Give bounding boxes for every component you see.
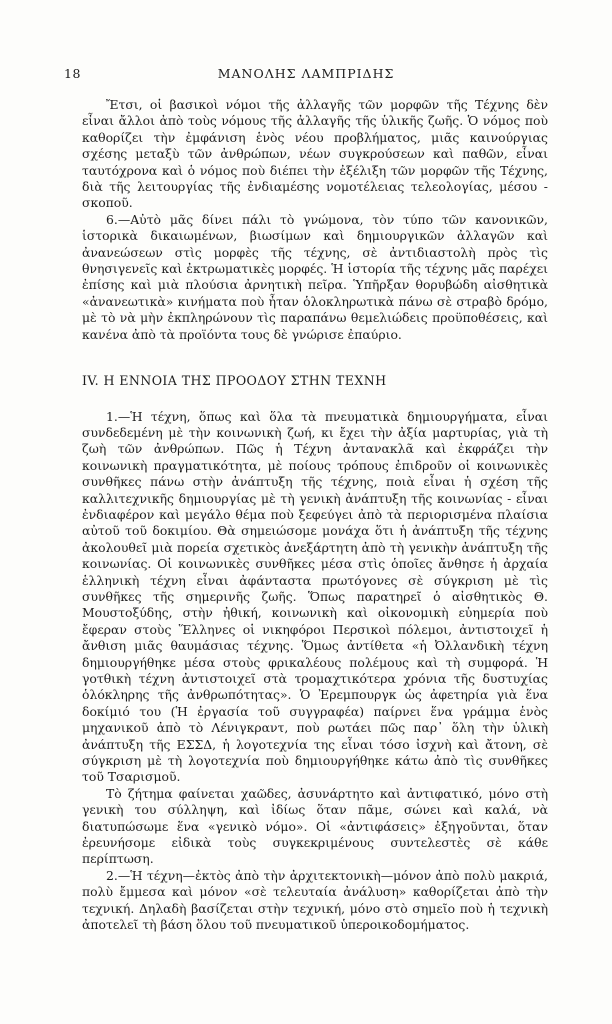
body-text (82, 97, 548, 934)
paragraph-3: 1.—Ἡ τέχνη, ὅπως καὶ ὅλα τὰ πνευματικὰ δημιουργήματα, εἶναι συνδεδεμένη μὲ τὴν κοινωνικὴ ζωή, κι ἔχει τὴν ἀξία μαρτυρίας, γιὰ τὴ ζωὴ τῶν ἀνθρώπων. Πῶς ἡ Τέχνη ἀντανακλᾶ καὶ ἐκφράζει τὴν κοινωνικὴ πραγματικότητα, μὲ ποίους τρόπους ἐπιδροῦν οἱ κοινωνικὲς συνθῆκες πάνω στὴν ἀνάπτυξη τῆς τέχνης, ποιὰ εἶναι ἡ σχέση τῆς καλλιτεχνικῆς δημιουργίας μὲ τὴ γενικὴ ἀνάπτυξη τῆς κοινωνίας - εἶναι ἐνδιαφέρον καὶ μεγάλο θέμα ποὺ ξεφεύγει ἀπὸ τὰ περιορισμένα πλαίσια αὐτοῦ τοῦ δοκιμίου. Θὰ σημειώσομε μονάχα ὅτι ἡ ἀνάπτυξη τῆς τέχνης ἀκολουθεῖ μιὰ πορεία σχετικὸς ἀνεξάρτητη ἀπὸ τὴ γενικὴν ἀνάπτυξη τῆς κοινωνίας. Οἱ κοινωνικὲς συνθῆκες μέσα στὶς ὁποῖες ἄνθησε ἡ ἀρχαία ἑλληνικὴ τέχνη εἶναι ἀφάνταστα πρωτόγονες σὲ σύγκριση μὲ τὶς συνθῆκες τῆς σημερινῆς ζωῆς. Ὅπως παρατηρεῖ ὁ αἰσθητικὸς Θ. Μουστοξύδης, στὴν ἠθική, κοινωνικὴ καὶ οἰκονομικὴ εὐημερία ποὺ ἔφεραν στοὺς Ἕλληνες οἱ νικηφόροι Περσικοὶ πόλεμοι, ἀντιστοιχεῖ ἡ ἄνθιση μιᾶς θαυμάσιας τέχνης. Ὅμως ἀντίθετα «ἡ Ὀλλανδικὴ τέχνη δημιουργήθηκε μέσα στοὺς φρικαλέους πολέμους καὶ τὴ συμφορά. Ἡ γοτθικὴ τέχνη ἀντιστοιχεῖ στὰ τρομαχτικότερα χρόνια τῆς δυστυχίας ὁλόκληρης τῆς ἀνθρωπότητας». Ὁ Ἐρεμπουργκ ὡς ἀφετηρία γιὰ ἕνα δοκίμιό του (Ἡ ἐργασία τοῦ συγγραφέα) παίρνει ἕνα γράμμα ἑνὸς μηχανικοῦ ἀπὸ τὸ Λένιγκραντ, ποὺ ρωτάει πῶς παρ᾽ ὅλη τὴν ὑλικὴ ἀνάπτυξη τῆς ΕΣΣΔ, ἡ λογοτεχνία της εἶναι τόσο ἰσχνὴ καὶ ἄτονη, σὲ σύγκριση μὲ τὴ λογοτεχνία ποὺ δημιουργήθηκε κάτω ἀπὸ τὶς συνθῆκες τοῦ Τσαρισμοῦ. (82, 408, 548, 785)
section-heading: IV. Η ΕΝΝΟΙΑ ΤΗΣ ΠΡΟΟΔΟΥ ΣΤΗΝ ΤΕΧΝΗ (82, 373, 387, 389)
paragraph-5: 2.—Ἡ τέχνη—ἐκτὸς ἀπὸ τὴν ἀρχιτεκτονικὴ—μόνον ἀπὸ πολὺ μακριά, πολὺ ἔμμεσα καὶ μόνον «σὲ τελευταία ἀνάλυση» καθορίζεται ἀπὸ τὴν τεχνική. Δηλαδὴ βασίζεται στὴν τεχνική, μόνο στὸ σημεῖο ποὺ ἡ τεχνικὴ ἀποτελεῖ τὴ βάση ὅλου τοῦ πνευματικοῦ ὑπεροικοδομήματος. (82, 867, 548, 933)
paragraph-2: 6.—Αὐτὸ μᾶς δίνει πάλι τὸ γνώμονα, τὸν τύπο τῶν κανονικῶν, ἱστορικὰ δικαιωμένων, βιωσίμων καὶ δημιουργικῶν ἀλλαγῶν καὶ ἀνανεώσεων στὶς μορφὲς τῆς τέχνης, σὲ ἀντιδιαστολὴ πρὸς τὶς θνησιγενεῖς καὶ ἐκτρωματικὲς μορφές. Ἡ ἱστορία τῆς τέχνης μᾶς παρέχει ἐπίσης καὶ μιὰ πλούσια ἀρνητικὴ πεῖρα. Ὑπῆρξαν θορυβώδη αἰσθητικὰ «ἀνανεωτικὰ» κινήματα ποὺ ἦταν ὁλοκληρωτικὰ πάνω σὲ στραβὸ δρόμο, μὲ τὸ νὰ μὴν ἐκπληρώνουν τὶς παραπάνω θεμελιώδεις προϋποθέσεις, καὶ κανένα ἀπὸ τὰ προϊόντα τους δὲ γνώρισε ἐπαύριο. (82, 211, 548, 342)
running-title: ΜΑΝΟΛΗΣ ΛΑΜΠΡΙΔΗΣ (217, 66, 395, 81)
running-head (64, 66, 548, 84)
page-number: 18 (64, 66, 81, 81)
paragraph-4: Τὸ ζήτημα φαίνεται χαῶδες, ἀσυνάρτητο καὶ ἀντιφατικό, μόνο στὴ γενικὴ του σύλληψη, καὶ ἰδίως ὅταν πᾶμε, σώνει καὶ καλά, νὰ διατυπώσωμε ἕνα «γενικὸ νόμο». Οἱ «ἀντιφάσεις» ἐξηγοῦνται, ὅταν ἐρευνήσομε εἰδικὰ τοὺς συγκεκριμένους συντελεστὲς σὲ κάθε περίπτωση. (82, 785, 548, 867)
paragraph-1: Ἔτσι, οἱ βασικοὶ νόμοι τῆς ἀλλαγῆς τῶν μορφῶν τῆς Τέχνης δὲν εἶναι ἄλλοι ἀπὸ τοὺς νόμους τῆς ἀλλαγῆς τῆς ὑλικῆς ζωῆς. Ὁ νόμος ποὺ καθορίζει τὴν ἐμφάνιση ἑνὸς νέου προβλήματος, μιᾶς καινούργιας σχέσης μεταξὺ τῶν ἀνθρώπων, νέων συγκρούσεων καὶ παθῶν, εἶναι ταυτόχρονα καὶ ὁ νόμος ποὺ διέπει τὴν ἐξέλιξη τῶν μορφῶν τῆς Τέχνης, διὰ τῆς λειτουργίας τῆς ἐνδιαμέσης νομοτέλειας τελεολογίας, μέσου - σκοποῦ. (82, 97, 548, 211)
